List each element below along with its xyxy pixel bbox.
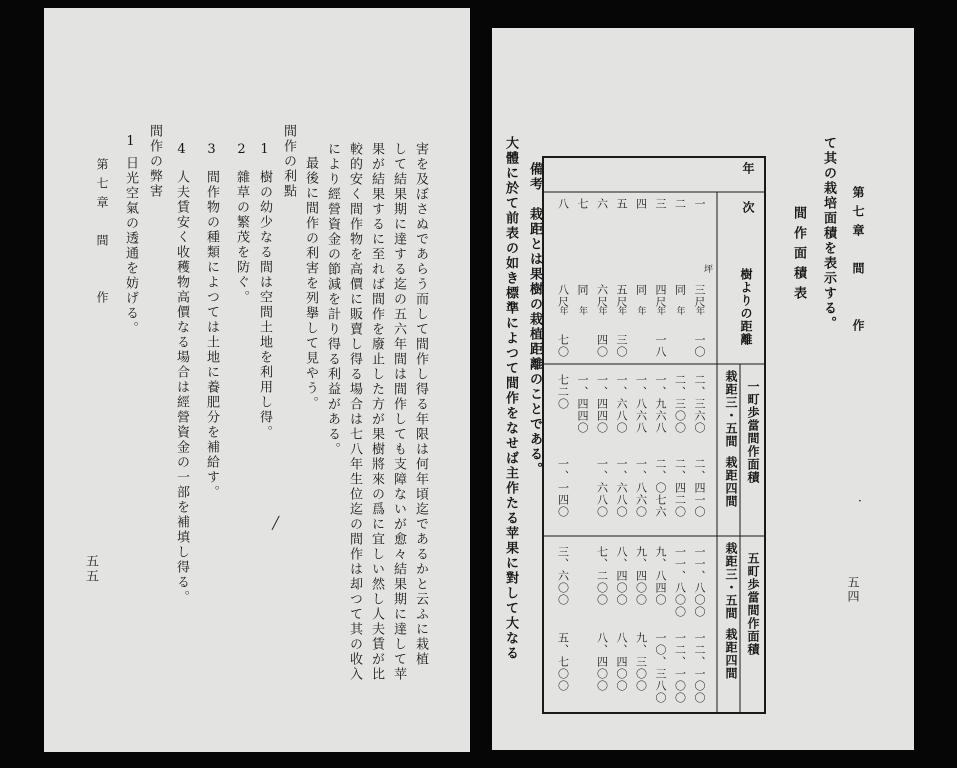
harms-heading: 間作の弊害 [147,124,162,199]
cell-area-1cho-35: 一、六八〇 [615,374,628,434]
cell-area-1cho-4: 二、〇七六 [654,458,667,518]
cell-area-5cho-35: 七、二〇〇 [595,546,609,606]
cell-year-unit: 年 [694,306,704,316]
cell-distance-tsubo: 七〇 [556,334,570,358]
cell-area-5cho-4: 一二、一〇〇 [673,632,687,704]
cell-area-5cho-35: 八、四〇〇 [615,546,628,606]
cell-area-1cho-4: 一、八六〇 [634,458,648,518]
paragraph-line-4: 較的安く間作物を高價に販賣し得る場合は七八年生位迄の間作は却つて其の收入 [347,142,362,682]
cell-area-5cho-4: 一〇、三八〇 [654,632,667,704]
cell-area-5cho-4: 八、四〇〇 [595,632,609,692]
cell-year-unit: 年 [596,306,607,316]
cell-distance: 八尺 [556,284,570,308]
group-header-5cho: 五町歩當間作面積 [746,552,760,656]
paragraph-line-5: により經營資金の節減を計り得る利益がある。 [325,142,340,457]
cell-area-5cho-35: 一一、八〇〇 [693,546,706,618]
group-header-1cho: 一町歩當間作面積 [746,380,760,484]
sub-header-1cho-35: 栽距三・五間 [724,370,738,448]
left-page-number: 五五 [83,554,98,584]
cell-year: 三 [654,198,667,210]
cell-area-5cho-35: 一一、八〇〇 [673,546,687,618]
benefit-text-1: 樹の幼少なる間は空間土地を利用し得。 [257,170,272,440]
cell-area-1cho-35: 一、八六八 [634,374,648,434]
cell-distance: 四尺 [654,284,667,308]
cell-year-unit: 年 [655,306,665,316]
dot-mark: · [858,494,862,508]
cell-area-5cho-4: 九、三〇〇 [634,632,648,692]
cell-area-5cho-4: 五、七〇〇 [556,632,570,692]
cell-area-5cho-35: 九、八四〇 [654,546,667,606]
col-header-year: 年 次 [741,162,755,214]
harm-text-1: 日光空氣の透通を妨げる。 [123,156,138,336]
right-page [492,28,914,750]
cell-area-1cho-35: 七二〇 [556,374,570,410]
note-line-1: 備考 栽距とは果樹の栽植距離のことである。 [527,162,542,477]
left-page [44,8,470,752]
cell-area-1cho-4: 二、四一〇 [693,458,706,518]
ink-stroke: ╱ [272,516,280,530]
benefit-num-1: 1 [257,142,272,159]
col-header-distance: 樹よりの距離 [739,268,753,346]
cell-distance-tsubo: 三〇 [615,334,628,358]
benefit-num-2: 2 [234,142,249,159]
right-page-number: 五四 [846,576,860,604]
cell-distance: 六尺 [595,284,609,308]
cell-distance-tsubo: 一八 [654,334,667,358]
cell-area-1cho-35: 二、三〇〇 [673,374,687,434]
cell-distance-tsubo: 一〇 [693,334,706,358]
left-running-header: 第七章 間 作 [95,158,109,310]
cell-year: 二 [673,198,687,210]
cell-area-1cho-4: 一、六八〇 [615,458,628,518]
cell-area-1cho-4: 二、四二〇 [673,458,687,518]
paragraph-line-6: 最後に間作の利害を列擧して見やう。 [303,156,318,411]
benefit-text-3: 間作物の種類によつては土地に養肥分を補給す。 [204,170,219,500]
cell-year: 七 [576,198,589,210]
cell-year: 五 [615,198,628,210]
cell-distance: 同 [634,284,648,296]
cell-year-unit: 年 [635,306,646,316]
table-title: 間作面積表 [791,206,806,306]
cell-year: 八 [556,198,570,210]
cell-year-unit: 年 [616,306,626,316]
benefits-heading: 間作の利點 [281,124,296,199]
intro-line: て其の栽培面積を表示する。 [821,136,836,331]
right-running-header: 第七章 間 作 [851,186,865,338]
cell-area-5cho-4: 八、四〇〇 [615,632,628,692]
paragraph-line-2: して結果期に達する迄の五六年間は間作しても支障ないが愈々結果期に達して苹 [391,142,406,682]
cell-area-1cho-4: 一、六八〇 [595,458,609,518]
cell-distance: 同 [673,284,687,296]
sub-header-5cho-35: 栽距三・五間 [724,542,738,620]
cell-area-5cho-4: 一二、一〇〇 [693,632,706,704]
cell-distance: 同 [576,284,589,296]
benefit-num-4: 4 [174,142,189,159]
sub-header-1cho-4: 栽距四間 [724,456,738,508]
cell-area-1cho-35: 一、四四〇 [595,374,609,434]
cell-area-5cho-35: 九、四〇〇 [634,546,648,606]
note-line-2: 大體に於て前表の如き標準によつて間作をなせば主作たる苹果に對して大なる [503,136,518,661]
unit-tsubo: 坪 [702,264,712,274]
cell-year-unit: 年 [674,306,685,316]
harm-num-1: 1 [123,134,138,151]
cell-year: 一 [693,198,706,210]
benefit-text-4: 人夫賃安く收穫物高價なる場合は經營資金の一部を補填し得る。 [174,170,189,605]
benefit-text-2: 雜草の繁茂を防ぐ。 [234,170,249,305]
sub-header-5cho-4: 栽距四間 [724,628,738,680]
cell-area-1cho-35: 二、三六〇 [693,374,706,434]
cell-distance: 三尺 [693,284,706,308]
cell-distance: 五尺 [615,284,628,308]
paragraph-line-1: 害を及ぼさぬであらう而して間作し得る年限は何年頃迄であるかと云ふに栽植 [413,142,428,667]
cell-area-1cho-35: 一、九六八 [654,374,667,434]
cell-area-1cho-35: 一、四四〇 [576,374,589,434]
cell-year-unit: 年 [577,306,587,316]
cell-area-5cho-35: 三、六〇〇 [556,546,570,606]
cell-year-unit: 年 [557,306,568,316]
cell-area-1cho-4: 一、一四〇 [556,458,570,518]
cell-year: 六 [595,198,609,210]
area-table [542,156,766,716]
cell-year: 四 [634,198,648,210]
benefit-num-3: 3 [204,142,219,159]
paragraph-line-3: 果が結果するに至れば間作を廢止した方が果樹將來の爲に宜しい然し人夫賃が比 [369,142,384,682]
cell-distance-tsubo: 四〇 [595,334,609,358]
